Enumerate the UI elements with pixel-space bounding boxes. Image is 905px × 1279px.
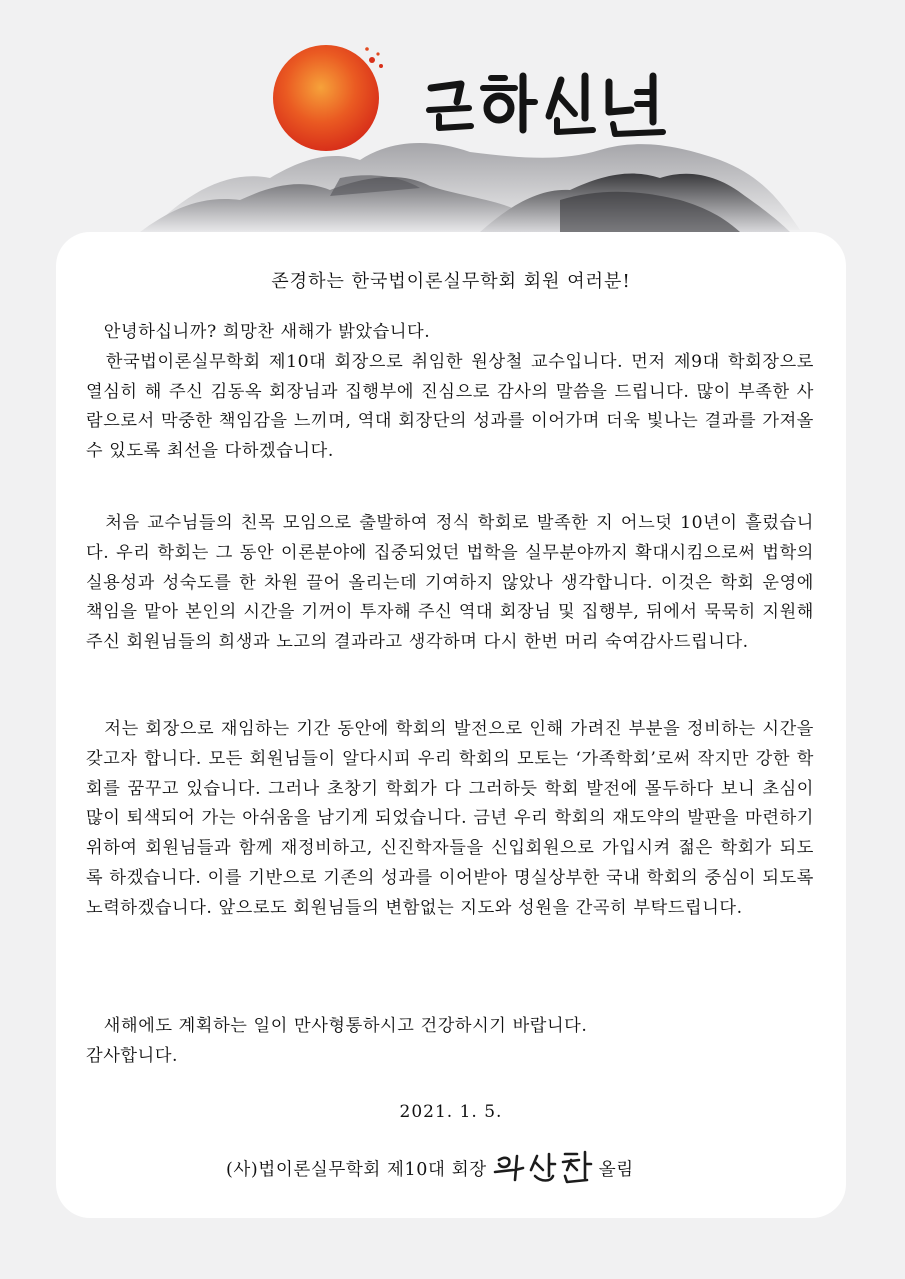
red-sun (273, 45, 379, 151)
handwritten-signature (491, 1150, 595, 1186)
signature-line (226, 1150, 634, 1186)
paragraph-closing: 새해에도 계획하는 일이 만사형통하시고 건강하시기 바랍니다. 감사합니다. (86, 1016, 588, 1066)
letter-card (56, 232, 846, 1218)
paragraph-greeting: 안녕하십니까? 희망찬 새해가 밝았습니다. 한국법이론실무학회 제10대 회장으로 취임한 원상철 교수입니다. 먼저 제9대 학회장으로 열심히 해 주신 김동옥 회장님과 집행부에 진심으로 감사의 말씀을 드립니다. 많이 부족한 사람으로서 막중한 책임감을 느끼며, 역대 회장단의 성과를 이어가며 더욱 빛나는 결과를 가져올 수 있도록 최선을 다하겠습니다. (86, 322, 814, 462)
signature-strokes (491, 1150, 595, 1186)
signer-title: (사)법이론실무학회 제10대 회장 (226, 1159, 487, 1180)
calligraphy-glyphs (425, 68, 670, 138)
brand-calligraphy-title (425, 68, 670, 138)
letter-date: 2021. 1. 5. (399, 1102, 503, 1122)
letter-salutation: 존경하는 한국법이론실무학회 회원 여러분! (271, 271, 631, 292)
signer-suffix: 올림 (598, 1159, 634, 1180)
paragraph-plans: 저는 회장으로 재임하는 기간 동안에 학회의 발전으로 인해 가려진 부분을 정비하는 시간을 갖고자 합니다. 모든 회원님들이 알다시피 우리 학회의 모토는 ‘가족학회’로써 작지만 강한 학회를 꿈꾸고 있습니다. 그러나 초창기 학회가 다 그러하듯 학회 발전에 몰두하다 보니 초심이 많이 퇴색되어 가는 아쉬움을 남기게 되었습니다. 금년 우리 학회의 재도약의 발판을 마련하기 위하여 회원님들과 함께 재정비하고, 신진학자들을 신입회원으로 가입시켜 젊은 학회가 되도록 하겠습니다. 이를 기반으로 기존의 성과를 이어받아 명실상부한 국내 학회의 중심이 되도록 노력하겠습니다. 앞으로도 회원님들의 변함없는 지도와 성원을 간곡히 부탁드립니다. (86, 719, 814, 918)
paragraph-history: 처음 교수님들의 친목 모임으로 출발하여 정식 학회로 발족한 지 어느덧 10년이 흘렀습니다. 우리 학회는 그 동안 이론분야에 집중되었던 법학을 실무분야까지 확대시킴으로써 법학의 실용성과 성숙도를 한 차원 끌어 올리는데 기여하지 않았나 생각합니다. 이것은 학회 운영에 책임을 맡아 본인의 시간을 기꺼이 투자해 주신 역대 회장님 및 집행부, 뒤에서 묵묵히 지원해 주신 회원님들의 희생과 노고의 결과라고 생각하며 다시 한번 머리 숙여감사드립니다. (86, 513, 814, 653)
new-year-header (0, 0, 905, 240)
